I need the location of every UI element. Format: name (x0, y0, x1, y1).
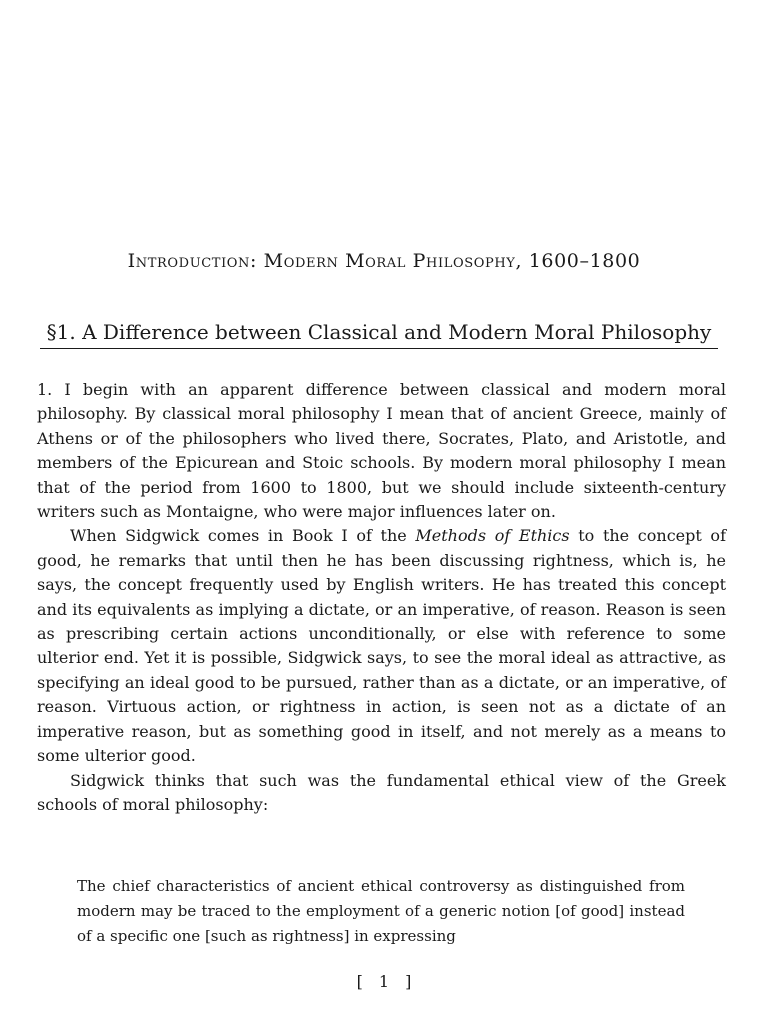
book-title-italic: Methods of Ethics (415, 526, 570, 546)
paragraph-1: 1. I begin with an apparent difference between classical and modern moral philosophy. By classical moral philosophy I mean that of ancient Greece, mainly of Athens or of the philosophers who lived there, Socrates, Plato, and Aristotle, and members of the Epicurean and Stoic schools. By modern moral philosophy I mean that of the period from 1600 to 1800, but we should include sixteenth-century writers such as Montaigne, who were major influences later on. (37, 380, 726, 522)
paragraph-2-rest: to the concept of good, he remarks that until then he has been discussing rightness, which is, he says, the concept frequently used by English writers. He has treated this concept and its equivalents as implying a dictate, or an imperative, of reason. Reason is seen as prescribing certain actions unconditionally, or else with reference to some ulterior end. Yet it is possible, Sidgwick says, to see the moral ideal as attractive, as specifying an ideal good to be pursued, rather than as a dictate, or an imperative, of reason. Virtuous action, or rightness in action, is seen not as a dictate of an imperative reason, but as something good in itself, and not merely as a means to some ulterior good. (37, 526, 726, 766)
chapter-title: Introduction: Modern Moral Philosophy, 1600–1800 (127, 250, 641, 272)
page-number (0, 972, 768, 991)
page-number-value: 1 (378, 972, 390, 991)
block-quote (77, 874, 685, 949)
page-number-bracket-right: ] (405, 972, 412, 991)
page-number-bracket-left: [ (356, 972, 363, 991)
paragraph-2 (37, 524, 726, 768)
body-text (37, 378, 726, 817)
block-quote-text: The chief characteristics of ancient ethical controversy as distinguished from modern may be traced to the employment of a generic notion [of good] instead of a specific one [such as rightness] in expressing (77, 877, 685, 945)
paragraph-3: Sidgwick thinks that such was the fundamental ethical view of the Greek schools of moral philosophy: (37, 770, 726, 814)
section-heading: §1. A Difference between Classical and Modern Moral Philosophy (40, 318, 718, 349)
paragraph-2-start: When Sidgwick comes in Book I of the (70, 526, 416, 546)
